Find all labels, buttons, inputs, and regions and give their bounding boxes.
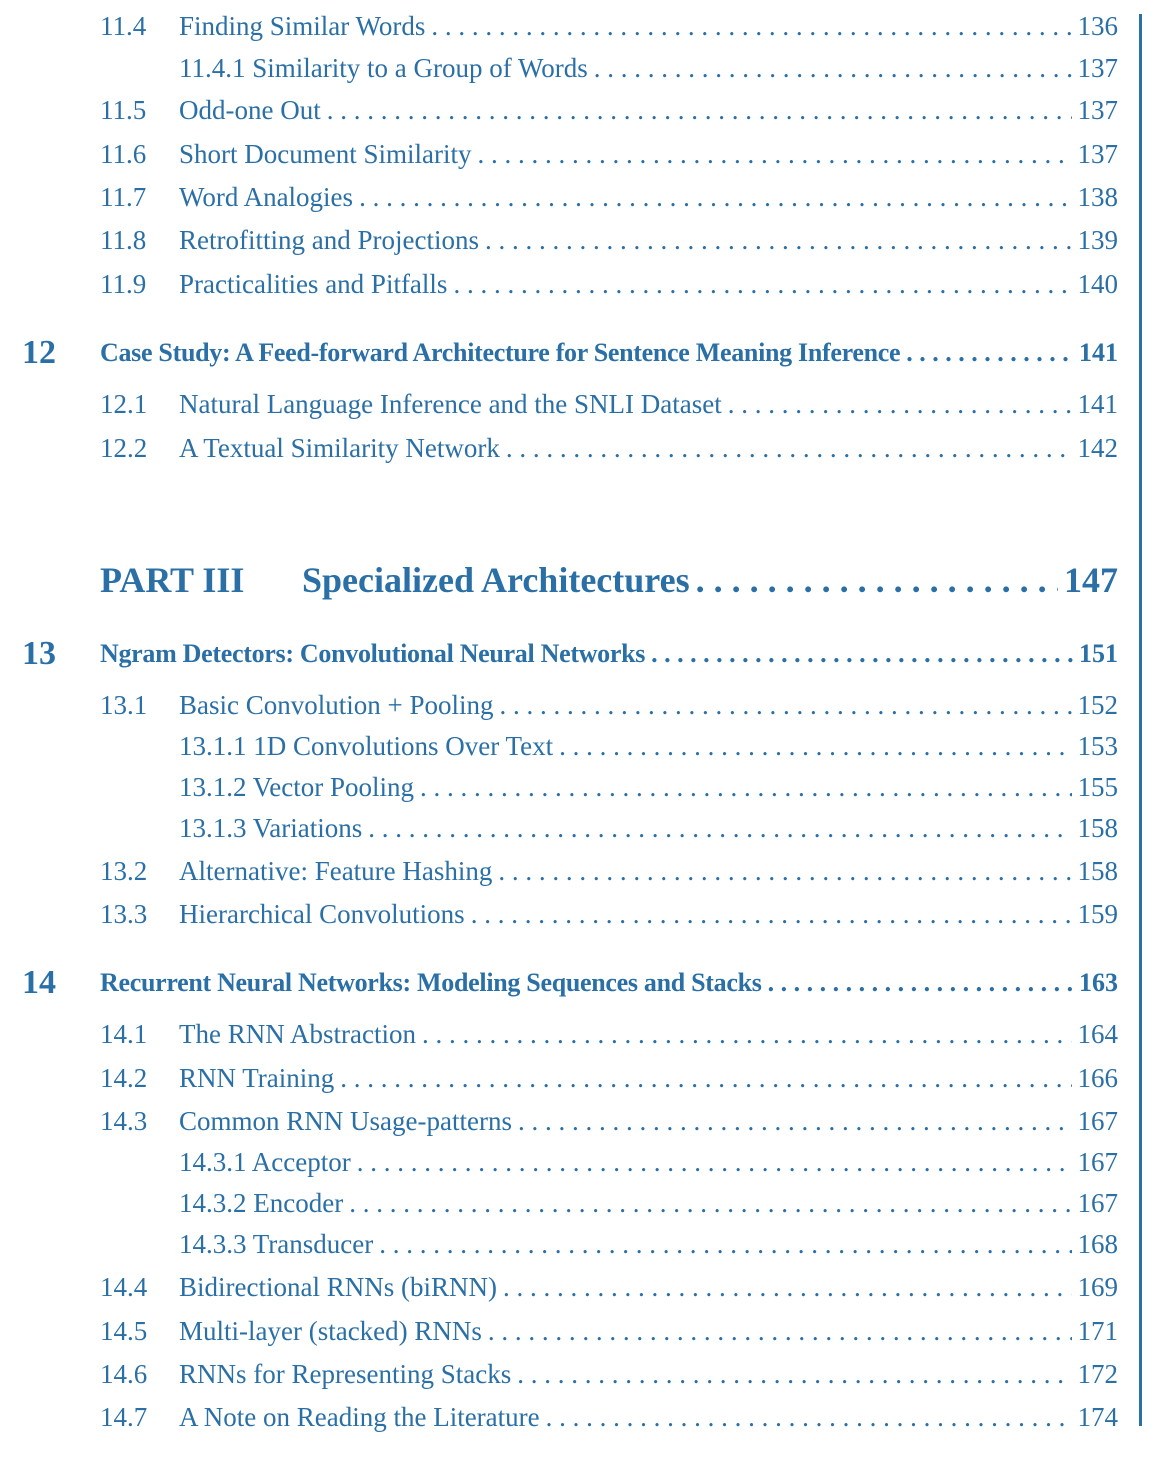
toc-entry[interactable] xyxy=(0,1101,1176,1141)
toc-chapter-entry[interactable] xyxy=(0,333,1176,373)
entry-title-row xyxy=(179,1014,1118,1054)
entry-title-row xyxy=(179,1311,1118,1351)
toc-entry[interactable] xyxy=(0,767,1176,807)
entry-title-row xyxy=(179,1101,1118,1141)
dot-leader xyxy=(357,1142,1072,1182)
dot-leader xyxy=(422,1014,1072,1054)
entry-number: 12.1 xyxy=(100,389,148,419)
entry-title-row xyxy=(179,384,1118,424)
toc-chapter-entry[interactable] xyxy=(0,963,1176,1003)
entry-title-row xyxy=(100,963,1118,1003)
entry-title-row xyxy=(179,767,1118,807)
entry-title-row xyxy=(179,428,1118,468)
dot-leader xyxy=(651,634,1073,674)
dot-leader xyxy=(594,48,1072,88)
chapter-title: Recurrent Neural Networks: Modeling Sequences and Stacks xyxy=(100,968,762,997)
entry-title: 14.3.3 Transducer xyxy=(179,1229,374,1259)
entry-title: 13.1.1 1D Convolutions Over Text xyxy=(179,731,554,761)
entry-title: Retrofitting and Projections xyxy=(179,225,479,255)
toc-entry[interactable] xyxy=(0,851,1176,891)
toc-entry[interactable] xyxy=(0,1142,1176,1182)
entry-title-row xyxy=(179,1058,1118,1098)
entry-title: RNN Training xyxy=(179,1063,335,1093)
dot-leader xyxy=(453,264,1071,304)
entry-title: RNNs for Representing Stacks xyxy=(179,1359,512,1389)
part-number: PART III xyxy=(100,560,245,600)
entry-title: Practicalities and Pitfalls xyxy=(179,269,448,299)
entry-title-row xyxy=(179,220,1118,260)
entry-title-row xyxy=(179,1354,1118,1394)
entry-title-row xyxy=(179,177,1118,217)
entry-title: Short Document Similarity xyxy=(179,139,472,169)
dot-leader xyxy=(327,90,1072,130)
dot-leader xyxy=(485,220,1072,260)
toc-entry[interactable] xyxy=(0,48,1176,88)
entry-title: A Textual Similarity Network xyxy=(179,433,500,463)
entry-page: 152 xyxy=(1077,690,1118,720)
entry-title: Basic Convolution + Pooling xyxy=(179,690,494,720)
entry-title: 11.4.1 Similarity to a Group of Words xyxy=(179,53,588,83)
dot-leader xyxy=(471,894,1072,934)
entry-title-row xyxy=(179,6,1118,46)
toc-entry[interactable] xyxy=(0,894,1176,934)
entry-page: 171 xyxy=(1077,1316,1118,1346)
dot-leader xyxy=(503,1267,1072,1307)
entry-page: 168 xyxy=(1077,1229,1118,1259)
entry-title: Hierarchical Convolutions xyxy=(179,899,465,929)
entry-page: 139 xyxy=(1077,225,1118,255)
dot-leader xyxy=(368,808,1071,848)
entry-title: A Note on Reading the Literature xyxy=(179,1402,540,1432)
dot-leader xyxy=(728,384,1072,424)
entry-title-row xyxy=(100,634,1118,674)
entry-page: 142 xyxy=(1077,433,1118,463)
entry-title-row xyxy=(179,808,1118,848)
dot-leader xyxy=(906,333,1073,373)
toc-entry[interactable] xyxy=(0,134,1176,174)
dot-leader xyxy=(340,1058,1071,1098)
dot-leader xyxy=(359,177,1071,217)
toc-entry[interactable] xyxy=(0,808,1176,848)
dot-leader xyxy=(517,1354,1071,1394)
entry-number: 13.1 xyxy=(100,690,148,720)
entry-title: Common RNN Usage-patterns xyxy=(179,1106,512,1136)
part-title: Specialized Architectures xyxy=(302,560,690,600)
toc-entry[interactable] xyxy=(0,1397,1176,1437)
dot-leader xyxy=(696,560,1058,600)
entry-number: 14.7 xyxy=(100,1402,148,1432)
toc-entry[interactable] xyxy=(0,1014,1176,1054)
entry-title-row xyxy=(100,333,1118,373)
part-page: 147 xyxy=(1064,560,1118,600)
entry-title-row xyxy=(179,726,1118,766)
toc-entry[interactable] xyxy=(0,264,1176,304)
entry-title-row xyxy=(179,1183,1118,1223)
dot-leader xyxy=(349,1183,1071,1223)
entry-number: 13.3 xyxy=(100,899,148,929)
entry-page: 159 xyxy=(1077,899,1118,929)
entry-number: 11.8 xyxy=(100,225,147,255)
entry-number: 14.5 xyxy=(100,1316,148,1346)
chapter-number: 12 xyxy=(22,334,56,371)
entry-number: 11.4 xyxy=(100,11,147,41)
toc-entry[interactable] xyxy=(0,685,1176,725)
entry-page: 137 xyxy=(1077,53,1118,83)
entry-title-row xyxy=(179,264,1118,304)
entry-title: 14.3.2 Encoder xyxy=(179,1188,344,1218)
dot-leader xyxy=(768,963,1073,1003)
entry-title-row xyxy=(179,1142,1118,1182)
entry-page: 141 xyxy=(1077,389,1118,419)
entry-title: Bidirectional RNNs (biRNN) xyxy=(179,1272,497,1302)
entry-page: 167 xyxy=(1077,1106,1118,1136)
entry-page: 158 xyxy=(1077,813,1118,843)
toc-entry[interactable] xyxy=(0,1224,1176,1264)
entry-title-row xyxy=(179,1224,1118,1264)
entry-title-row xyxy=(179,894,1118,934)
entry-title: 14.3.1 Acceptor xyxy=(179,1147,351,1177)
entry-number: 12.2 xyxy=(100,433,148,463)
entry-title-row xyxy=(179,685,1118,725)
dot-leader xyxy=(559,726,1071,766)
entry-page: 140 xyxy=(1077,269,1118,299)
entry-number: 14.6 xyxy=(100,1359,148,1389)
toc-entry[interactable] xyxy=(0,726,1176,766)
entry-page: 166 xyxy=(1077,1063,1118,1093)
entry-number: 14.1 xyxy=(100,1019,148,1049)
chapter-page: 163 xyxy=(1079,968,1118,997)
chapter-title: Case Study: A Feed-forward Architecture for Sentence Meaning Inference xyxy=(100,338,901,367)
entry-page: 136 xyxy=(1077,11,1118,41)
entry-title: Word Analogies xyxy=(179,182,354,212)
entry-page: 174 xyxy=(1077,1402,1118,1432)
toc-entry[interactable] xyxy=(0,1058,1176,1098)
entry-page: 167 xyxy=(1077,1188,1118,1218)
entry-title-row xyxy=(179,134,1118,174)
entry-title-row xyxy=(302,560,1118,600)
entry-title: 13.1.2 Vector Pooling xyxy=(179,772,414,802)
entry-title-row xyxy=(179,90,1118,130)
entry-page: 153 xyxy=(1077,731,1118,761)
entry-title-row xyxy=(179,851,1118,891)
entry-page: 155 xyxy=(1077,772,1118,802)
entry-number: 14.4 xyxy=(100,1272,148,1302)
entry-title: 13.1.3 Variations xyxy=(179,813,363,843)
toc-chapter-entry[interactable] xyxy=(0,634,1176,674)
toc-entry[interactable] xyxy=(0,384,1176,424)
dot-leader xyxy=(420,767,1072,807)
entry-title: The RNN Abstraction xyxy=(179,1019,416,1049)
entry-title-row xyxy=(179,48,1118,88)
dot-leader xyxy=(498,851,1071,891)
entry-page: 172 xyxy=(1077,1359,1118,1389)
dot-leader xyxy=(379,1224,1071,1264)
toc-entry[interactable] xyxy=(0,177,1176,217)
entry-title-row xyxy=(179,1267,1118,1307)
toc-entry[interactable] xyxy=(0,428,1176,468)
entry-title: Multi-layer (stacked) RNNs xyxy=(179,1316,482,1346)
toc-part-entry[interactable] xyxy=(0,560,1176,600)
toc-entry[interactable] xyxy=(0,1354,1176,1394)
dot-leader xyxy=(518,1101,1072,1141)
entry-number: 13.2 xyxy=(100,856,148,886)
chapter-number: 13 xyxy=(22,635,56,672)
entry-page: 137 xyxy=(1077,95,1118,125)
chapter-page: 141 xyxy=(1079,338,1118,367)
entry-title: Natural Language Inference and the SNLI Dataset xyxy=(179,389,722,419)
entry-number: 14.2 xyxy=(100,1063,148,1093)
entry-page: 169 xyxy=(1077,1272,1118,1302)
entry-title-row xyxy=(179,1397,1118,1437)
entry-number: 11.7 xyxy=(100,182,147,212)
entry-page: 164 xyxy=(1077,1019,1118,1049)
entry-number: 11.6 xyxy=(100,139,147,169)
dot-leader xyxy=(546,1397,1072,1437)
toc-entry[interactable] xyxy=(0,6,1176,46)
dot-leader xyxy=(477,134,1071,174)
entry-page: 137 xyxy=(1077,139,1118,169)
chapter-page: 151 xyxy=(1079,639,1118,668)
chapter-number: 14 xyxy=(22,964,56,1001)
toc-entry[interactable] xyxy=(0,90,1176,130)
toc-entry[interactable] xyxy=(0,220,1176,260)
dot-leader xyxy=(431,6,1071,46)
dot-leader xyxy=(506,428,1072,468)
dot-leader xyxy=(488,1311,1072,1351)
entry-title: Odd-one Out xyxy=(179,95,321,125)
chapter-title: Ngram Detectors: Convolutional Neural Networks xyxy=(100,639,646,668)
toc-entry[interactable] xyxy=(0,1311,1176,1351)
entry-page: 138 xyxy=(1077,182,1118,212)
entry-number: 11.5 xyxy=(100,95,147,125)
entry-number: 14.3 xyxy=(100,1106,148,1136)
entry-title: Alternative: Feature Hashing xyxy=(179,856,493,886)
entry-number: 11.9 xyxy=(100,269,147,299)
entry-page: 158 xyxy=(1077,856,1118,886)
entry-title: Finding Similar Words xyxy=(179,11,426,41)
dot-leader xyxy=(500,685,1072,725)
toc-entry[interactable] xyxy=(0,1267,1176,1307)
toc-entry[interactable] xyxy=(0,1183,1176,1223)
entry-page: 167 xyxy=(1077,1147,1118,1177)
